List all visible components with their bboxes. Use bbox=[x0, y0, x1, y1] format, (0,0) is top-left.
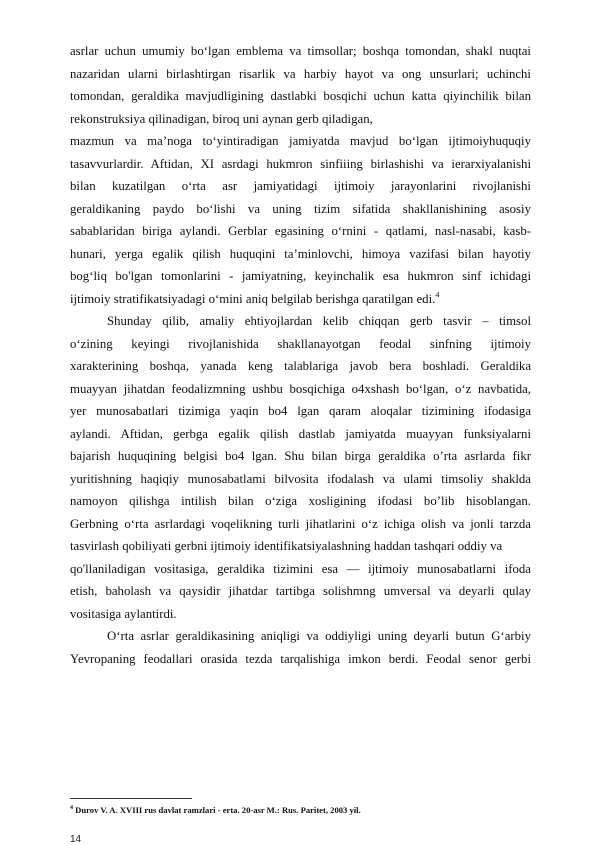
text-line: o‘zining keyingi rivojlanishida shakllanayotgan feodal sinfning ijtimoiy bbox=[70, 336, 531, 351]
text-line: bajarish huquqining belgisi bo4 lgan. Shu bilan birga geraldika o’rta asrlarda fikr bbox=[70, 449, 531, 463]
text-line: tomondan, geraldika mavjudligining dastlabki bosqichi uchun katta qiyinchilik bilan bbox=[70, 89, 531, 103]
text-line: muayyan jihatdan feodalizmning ushbu bosqichiga o4xshash bo‘lgan, o‘z navbatida, bbox=[70, 381, 531, 396]
text-line: Gerbning o‘rta asrlardagi voqelikning turli jihatlarini o‘z ichiga olish va jonli tarzda bbox=[70, 516, 531, 531]
document-body bbox=[70, 40, 531, 670]
text-line: bog‘liq bo'lgan tomonlarini - jamiyatning, keyinchalik esa hukmron sinf ichidagi bbox=[70, 269, 531, 283]
footnote-marker: 4 bbox=[70, 805, 73, 812]
text-line: hunari, yerga egalik qilish huquqini ta’minlovchi, himoya vazifasi bilan hayotiy bbox=[70, 246, 531, 261]
text-line: aylandi. Aftidan, gerbga egalik qilish dastlab jamiyatda muayyan funksiyalarni bbox=[70, 426, 531, 441]
footnote-text: Durov V. A. XVIII rus davlat ramzlari - erta. 20-asr M.: Rus. Paritet, 2003 yil. bbox=[75, 805, 361, 815]
text-line: bilan kuzatilgan o‘rta asr jamiyatidagi ijtimoiy jarayonlarini rivojlanishi bbox=[70, 179, 531, 193]
text-line bbox=[70, 288, 531, 311]
paragraph-first-line: O‘rta asrlar geraldikasining aniqligi va oddiyligi uning deyarli butun G‘arbiy bbox=[107, 629, 531, 643]
text-line: nazaridan ularni birlashtirgan risarlik va harbiy hayot va ong unsurlari; uchinchi bbox=[70, 66, 531, 81]
text-line: tasvirlash qobiliyati gerbni ijtimoiy identifikatsiyalashning haddan tashqari oddiy va bbox=[70, 539, 503, 553]
text-line: geraldikaning paydo bo‘lishi va uning tizim sifatida shakllanishining asosiy bbox=[70, 201, 531, 216]
text-line: mazmun va ma’noga to‘yintiradigan jamiyatda mavjud bo‘lgan ijtimoiyhuquqiy bbox=[70, 134, 531, 148]
text-line: yer munosabatlari tizimiga yaqin bo4 lgan qaram aloqalar tizimining ifodasiga bbox=[70, 404, 531, 418]
footnote-reference: 4 bbox=[435, 290, 440, 300]
text-line: xarakterining boshqa, yanada keng talablariga javob bera boshladi. Geraldika bbox=[70, 359, 531, 373]
text-line: tasavvurlardir. Aftidan, XI asrdagi hukmron sinfiiing birlashishi va ierarxiyalanishi bbox=[70, 156, 531, 171]
text-line: sabablaridan biriga aylandi. Gerblar egasining o‘rnini - qatlami, nasl-nasabi, kasb- bbox=[70, 224, 531, 238]
text-line: Yevropaning feodallari orasida tezda tarqalishiga imkon berdi. Feodal senor gerbi bbox=[70, 651, 531, 666]
text-line-content: ijtimoiy stratifikatsiyadagi o‘mini aniq belgilab berishga qaratilgan edi. bbox=[70, 291, 436, 306]
text-line: asrlar uchun umumiy bo‘lgan emblema va timsollar; boshqa tomondan, shakl nuqtai bbox=[70, 44, 531, 58]
text-line: yuritishning haqiqiy munosabatlami bilvosita ifodalash va ulami timsoliy shaklda bbox=[70, 471, 531, 486]
page-number: 14 bbox=[70, 834, 82, 845]
text-line: etish, baholash va qaysidir jihatdar tartibga solishmng umversal va deyarli qulay bbox=[70, 584, 531, 598]
paragraph-first-line: Shunday qilib, amaliy ehtiyojlardan kelib chiqqan gerb tasvir – timsol bbox=[107, 314, 531, 328]
text-line: rekonstruksiya qilinadigan, biroq uni aynan gerb qiladigan, bbox=[70, 111, 373, 126]
footnote-separator bbox=[70, 798, 192, 799]
text-line: qo'llaniladigan vositasiga, geraldika tizimini esa — ijtimoiy munosabatlarni ifoda bbox=[70, 561, 531, 576]
footnote bbox=[70, 805, 361, 815]
text-line: vositasiga aylantirdi. bbox=[70, 606, 177, 621]
text-line: namoyon qilishga intilish bilan o‘ziga xosligining ifodasi bo’lib hisoblangan. bbox=[70, 494, 531, 508]
